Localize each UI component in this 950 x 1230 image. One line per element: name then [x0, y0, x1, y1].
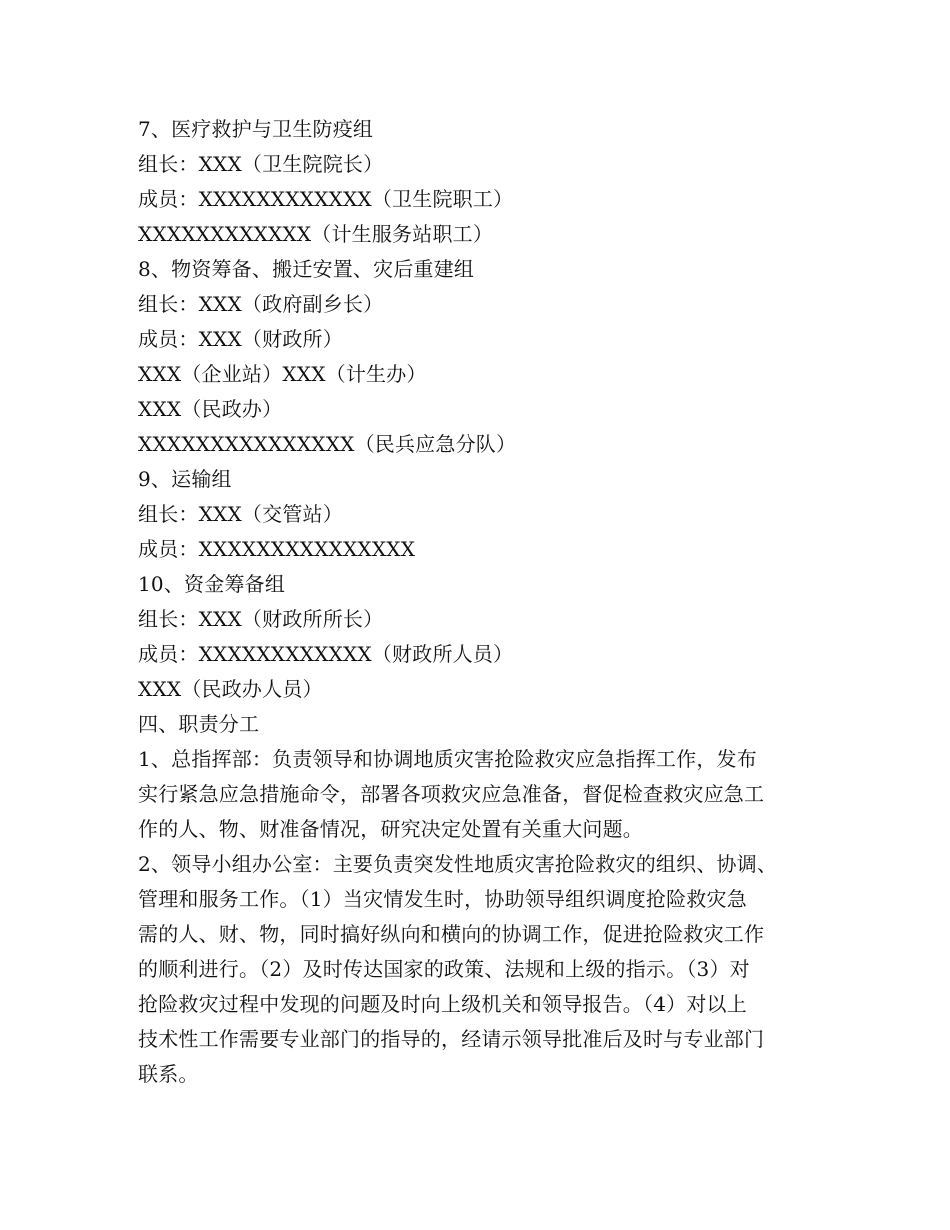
paragraph-office	[138, 847, 828, 1092]
text-line: XXXXXXXXXXXX（计生服务站职工）	[138, 222, 494, 246]
text-line: 成员：XXX（财政所）	[138, 327, 343, 351]
paragraph-line: 1、总指挥部：负责领导和协调地质灾害抢险救灾应急指挥工作，发布	[138, 747, 757, 771]
section-heading-medical: 7、医疗救护与卫生防疫组	[138, 117, 374, 141]
text-line: 成员：XXXXXXXXXXXXXXX	[138, 537, 416, 561]
section-heading-funding: 10、资金筹备组	[138, 572, 286, 596]
text-line: XXX（企业站）XXX（计生办）	[138, 362, 427, 386]
text-line: XXX（民政办）	[138, 397, 283, 421]
paragraph-line: 需的人、财、物，同时搞好纵向和横向的协调工作，促进抢险救灾工作	[138, 922, 765, 946]
paragraph-line: 的顺利进行。（2）及时传达国家的政策、法规和上级的指示。（3）对	[138, 957, 750, 981]
text-line: 成员：XXXXXXXXXXXX（财政所人员）	[138, 642, 514, 666]
paragraph-command-hq	[138, 742, 828, 847]
section-heading-transport: 9、运输组	[138, 467, 232, 491]
chapter-heading-duties: 四、职责分工	[138, 712, 260, 736]
text-line: 组长：XXX（财政所所长）	[138, 607, 384, 631]
text-line: 组长：XXX（卫生院院长）	[138, 152, 384, 176]
paragraph-line: 2、领导小组办公室：主要负责突发性地质灾害抢险救灾的组织、协调、	[138, 852, 778, 876]
text-line: 组长：XXX（政府副乡长）	[138, 292, 384, 316]
text-line: XXXXXXXXXXXXXXX（民兵应急分队）	[138, 432, 517, 456]
paragraph-line: 抢险救灾过程中发现的问题及时向上级机关和领导报告。（4）对以上	[138, 992, 747, 1016]
section-heading-supplies: 8、物资筹备、搬迁安置、灾后重建组	[138, 257, 475, 281]
text-line: XXX（民政办人员）	[138, 677, 323, 701]
document-page	[138, 112, 828, 1092]
text-line: 成员：XXXXXXXXXXXX（卫生院职工）	[138, 187, 514, 211]
paragraph-line: 实行紧急应急措施命令，部署各项救灾应急准备，督促检查救灾应急工	[138, 782, 765, 806]
paragraph-line: 技术性工作需要专业部门的指导的，经请示领导批准后及时与专业部门	[138, 1027, 765, 1051]
paragraph-line: 作的人、物、财准备情况，研究决定处置有关重大问题。	[138, 817, 643, 841]
text-line: 组长：XXX（交管站）	[138, 502, 343, 526]
paragraph-line: 联系。	[138, 1062, 199, 1086]
paragraph-line: 管理和服务工作。（1）当灾情发生时，协助领导组织调度抢险救灾急	[138, 887, 747, 911]
